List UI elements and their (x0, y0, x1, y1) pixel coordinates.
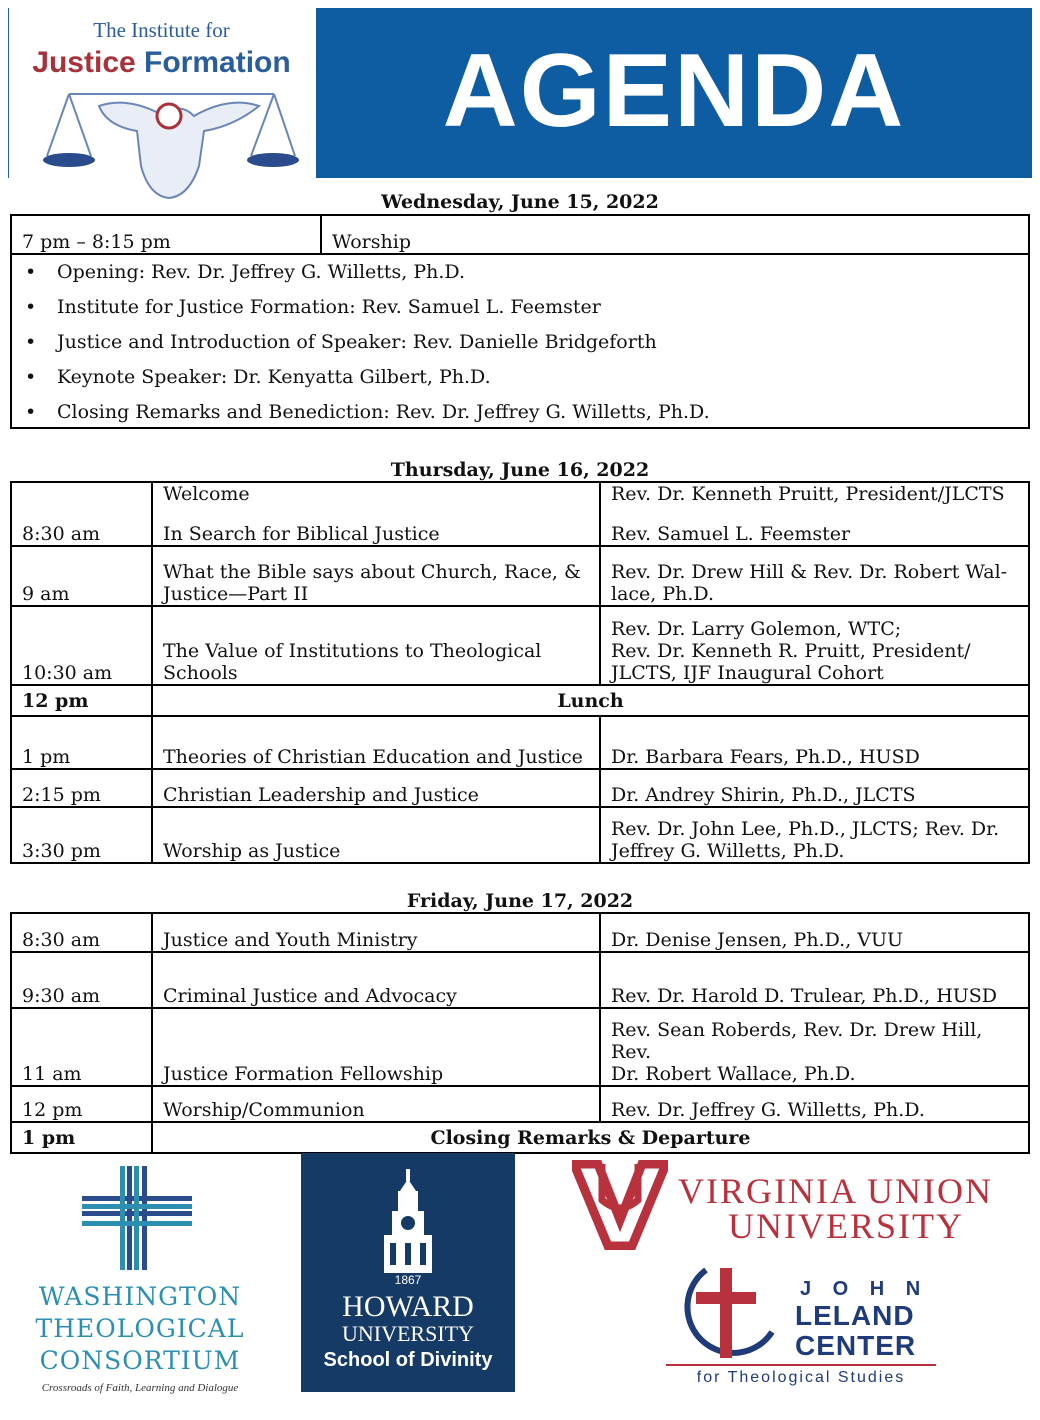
table-row (12, 914, 1028, 951)
speaker-line: Rev. Dr. Drew Hill & Rev. Dr. Robert Wal- (611, 561, 1008, 583)
table-row (12, 715, 1028, 768)
list-item: • Closing Remarks and Benediction: Rev. Dr. Jeffrey G. Willetts, Ph.D. (57, 395, 1028, 430)
wednesday-event: Worship (332, 231, 411, 253)
topic-line: Worship/Communion (163, 1099, 365, 1121)
topic-cell (153, 607, 601, 684)
jlc-leland: LELAND (795, 1300, 915, 1331)
topic-line: The Value of Institutions to Theological (163, 640, 542, 662)
howard-name: HOWARD (342, 1290, 474, 1323)
topic-line: Justice and Youth Ministry (163, 929, 418, 951)
topic-line: Justice Formation Fellowship (163, 1063, 444, 1085)
vuu-monogram-icon (572, 1160, 668, 1250)
howard-school: School of Divinity (323, 1349, 493, 1371)
topic-line: Welcome (163, 483, 250, 505)
topic-line: What the Bible says about Church, Race, & (163, 561, 581, 583)
topic-line: Theories of Christian Education and Justice (163, 746, 583, 768)
wednesday-title: Wednesday, June 15, 2022 (381, 191, 659, 213)
table-row (12, 483, 1028, 545)
table-row (12, 1121, 1028, 1152)
table-row (12, 545, 1028, 605)
page-title: AGENDA (442, 33, 906, 149)
table-row (12, 1007, 1028, 1085)
speaker-line: Rev. Dr. Kenneth Pruitt, President/JLCTS (611, 483, 1005, 505)
time-cell: 8:30 am (12, 483, 153, 545)
speaker-cell (601, 483, 1028, 545)
dove-scales-icon (29, 86, 309, 206)
speaker-line: Rev. Samuel L. Feemster (611, 523, 851, 545)
speaker-line: Rev. Sean Roberds, Rev. Dr. Drew Hill, Rev. (611, 1019, 983, 1063)
time-cell: 3:30 pm (12, 808, 153, 862)
time-cell: 12 pm (12, 1087, 153, 1121)
topic-line: Justice—Part II (163, 583, 309, 605)
time-cell: 10:30 am (12, 607, 153, 684)
topic-line: Christian Leadership and Justice (163, 784, 479, 806)
wtc-tagline: Crossroads of Faith, Learning and Dialogue (41, 1382, 239, 1394)
howard-university: UNIVERSITY (342, 1321, 474, 1346)
speaker-cell (601, 717, 1028, 768)
wtc-name-line: THEOLOGICAL (35, 1314, 245, 1343)
topic-line: In Search for Biblical Justice (163, 523, 440, 545)
jlc-center: CENTER (795, 1330, 917, 1361)
table-row (12, 806, 1028, 862)
wtc-logo (20, 1160, 260, 1400)
speaker-line: Dr. Robert Wallace, Ph.D. (611, 1063, 856, 1085)
time-cell: 12 pm (12, 686, 153, 715)
topic-cell (153, 483, 601, 545)
speaker-cell (601, 808, 1028, 862)
jlc-cross-icon (676, 1262, 780, 1366)
table-row (12, 768, 1028, 806)
friday-title: Friday, June 17, 2022 (406, 890, 634, 912)
wtc-name-line: WASHINGTON (38, 1282, 242, 1311)
topic-line: Criminal Justice and Advocacy (163, 985, 457, 1007)
wtc-name-line: CONSORTIUM (39, 1346, 241, 1375)
lunch-cell: Lunch (557, 689, 624, 712)
wednesday-table (10, 214, 1030, 429)
institute-logo (8, 8, 314, 178)
time-cell: 1 pm (12, 717, 153, 768)
list-item: • Institute for Justice Formation: Rev. Samuel L. Feemster (57, 290, 1028, 325)
speaker-cell (601, 1009, 1028, 1085)
list-item: • Justice and Introduction of Speaker: Rev. Danielle Bridgeforth (57, 325, 1028, 360)
time-cell: 9 am (12, 547, 153, 605)
topic-cell (153, 914, 601, 951)
topic-cell (153, 808, 601, 862)
topic-cell (153, 953, 601, 1007)
wednesday-time: 7 pm – 8:15 pm (12, 216, 322, 253)
speaker-cell (601, 1087, 1028, 1121)
topic-cell (153, 547, 601, 605)
speaker-cell (601, 547, 1028, 605)
table-row (12, 951, 1028, 1007)
topic-line: Schools (163, 662, 238, 684)
speaker-cell (601, 914, 1028, 951)
vuu-name-line: UNIVERSITY (728, 1206, 964, 1246)
howard-logo (301, 1153, 515, 1392)
thursday-table (10, 481, 1030, 864)
howard-year: 1867 (394, 1273, 422, 1287)
wednesday-program-list (12, 255, 1028, 430)
time-cell: 1 pm (12, 1123, 153, 1152)
speaker-cell (601, 770, 1028, 806)
clock-tower-icon (378, 1169, 438, 1273)
speaker-line: Jeffrey G. Willetts, Ph.D. (611, 840, 845, 862)
speaker-line: JLCTS, IJF Inaugural Cohort (611, 662, 884, 684)
jlc-john: J O H N (800, 1278, 929, 1300)
topic-line: Worship as Justice (163, 840, 341, 862)
speaker-line: Dr. Andrey Shirin, Ph.D., JLCTS (611, 784, 916, 806)
jlc-divider (666, 1364, 936, 1366)
logo-word-justice: Justice (32, 46, 136, 79)
speaker-line: Dr. Barbara Fears, Ph.D., HUSD (611, 746, 920, 768)
speaker-line: Rev. Dr. John Lee, Ph.D., JLCTS; Rev. Dr. (611, 818, 1000, 840)
table-row (12, 684, 1028, 715)
speaker-line: Rev. Dr. Kenneth R. Pruitt, President/ (611, 640, 971, 662)
speaker-line: Rev. Dr. Harold D. Trulear, Ph.D., HUSD (611, 985, 998, 1007)
speaker-line: Dr. Denise Jensen, Ph.D., VUU (611, 929, 904, 951)
thursday-title: Thursday, June 16, 2022 (390, 459, 650, 481)
table-row (12, 605, 1028, 684)
list-item: • Keynote Speaker: Dr. Kenyatta Gilbert, Ph.D. (57, 360, 1028, 395)
topic-cell (153, 1087, 601, 1121)
time-cell: 2:15 pm (12, 770, 153, 806)
topic-cell (153, 770, 601, 806)
agenda-banner (316, 8, 1032, 178)
speaker-line: Rev. Dr. Larry Golemon, WTC; (611, 618, 902, 640)
cross-weave-icon (82, 1166, 192, 1270)
logo-line1: The Institute for (93, 18, 230, 42)
vuu-name-line: VIRGINIA UNION (678, 1171, 993, 1211)
closing-cell: Closing Remarks & Departure (430, 1126, 751, 1149)
jlc-subtitle: for Theological Studies (696, 1369, 906, 1386)
logo-line2 (9, 46, 314, 80)
table-row (12, 1085, 1028, 1121)
friday-table (10, 912, 1030, 1154)
time-cell: 9:30 am (12, 953, 153, 1007)
time-cell: 11 am (12, 1009, 153, 1085)
speaker-line: lace, Ph.D. (611, 583, 715, 605)
logo-word-formation: Formation (144, 46, 291, 79)
time-cell: 8:30 am (12, 914, 153, 951)
topic-cell (153, 1009, 601, 1085)
speaker-cell (601, 953, 1028, 1007)
topic-cell (153, 717, 601, 768)
speaker-line: Rev. Dr. Jeffrey G. Willetts, Ph.D. (611, 1099, 925, 1121)
list-item: • Opening: Rev. Dr. Jeffrey G. Willetts, Ph.D. (57, 255, 1028, 290)
speaker-cell (601, 607, 1028, 684)
